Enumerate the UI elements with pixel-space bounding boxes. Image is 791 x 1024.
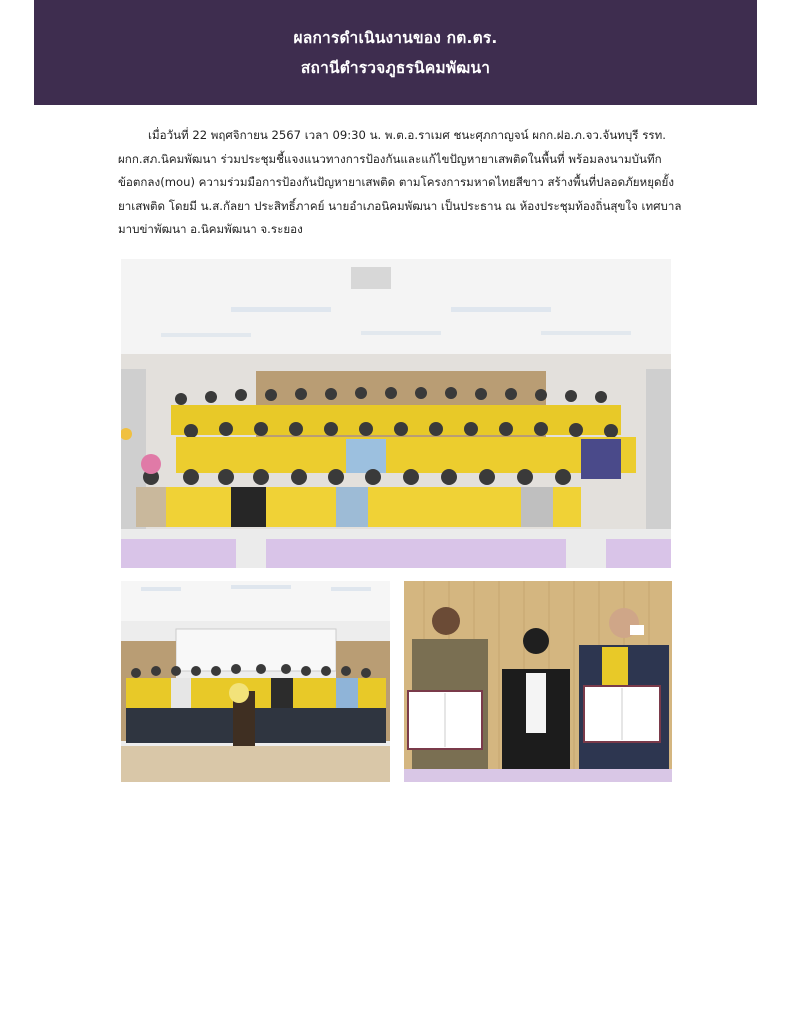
body-line: เมื่อวันที่ 22 พฤศจิกายน 2567 เวลา 09:30 น. พ.ต.อ.ราเมศ ชนะศุภกาญจน์ ผกก.ฝอ.ภ.จว.จันทบุรี รรท. [148,128,666,142]
header-title-line1: ผลการดำเนินงานของ กต.ตร. [293,28,498,47]
body-line: มาบข่าพัฒนา อ.นิคมพัฒนา จ.ระยอง [118,222,303,236]
body-line: ข้อตกลง(mou) ความร่วมมือการป้องกันปัญหายาเสพติด ตามโครงการมหาดไทยสีขาว สร้างพื้นที่ปลอดภัยหยุดยั้ง [118,175,674,189]
mou-signing-photo [404,581,672,782]
header-title-line2: สถานีตำรวจภูธรนิคมพัฒนา [300,58,491,77]
mou-signing-icon [404,581,672,782]
body-line: ยาเสพติด โดยมี น.ส.กัลยา ประสิทธิ์ภาคย์ นายอำเภอนิคมพัฒนา เป็นประธาน ณ ห้องประชุมท้องถิ่นสุขใจ เทศบาล [118,198,682,213]
body-paragraph [118,124,682,242]
group-photo-icon [121,259,671,568]
body-line: ผกก.สภ.นิคมพัฒนา ร่วมประชุมชี้แจงแนวทางการป้องกันและแก้ไขปัญหายาเสพติดในพื้นที่ พร้อมลงนามบันทึก [118,151,662,166]
group-photo [121,259,671,568]
page-header [34,0,757,105]
ceremony-photo [121,581,390,782]
ceremony-stage-icon [121,581,390,782]
